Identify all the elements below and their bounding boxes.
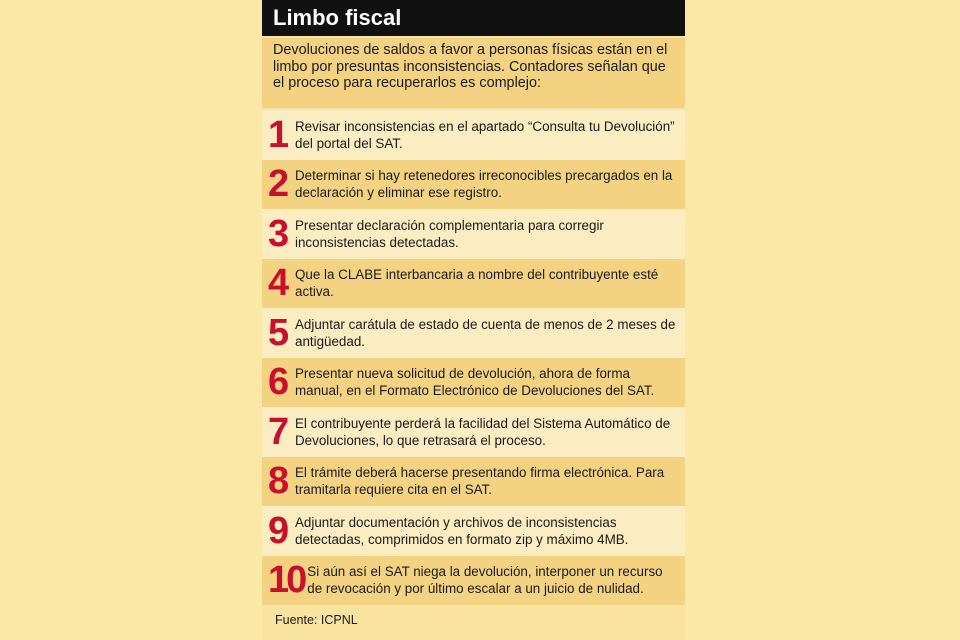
step-number: 2 xyxy=(268,163,287,206)
list-item xyxy=(262,209,685,259)
source-note: Fuente: ICPNL xyxy=(275,613,358,627)
step-text: Adjuntar documentación y archivos de inconsistencias detectadas, comprimidos en formato zip y máximo 4MB. xyxy=(295,514,629,547)
step-number: 3 xyxy=(268,212,287,255)
step-number: 5 xyxy=(268,311,287,354)
step-text: El contribuyente perderá la facilidad del Sistema Automático de Devoluciones, lo que retrasará el proceso. xyxy=(295,415,671,448)
steps-list xyxy=(262,110,685,605)
list-item xyxy=(262,308,685,358)
step-number: 6 xyxy=(268,361,287,404)
step-text: Revisar inconsistencias en el apartado “Consulta tu Devolución” del portal del SAT. xyxy=(295,118,675,151)
list-item xyxy=(262,556,685,606)
step-number: 9 xyxy=(268,509,287,552)
step-number: 1 xyxy=(268,113,287,156)
list-item xyxy=(262,160,685,210)
list-item xyxy=(262,358,685,408)
step-text: Adjuntar carátula de estado de cuenta de menos de 2 meses de antigüedad. xyxy=(295,316,676,349)
step-text: Determinar si hay retenedores irreconocibles precargados en la declaración y eliminar ese registro. xyxy=(295,168,673,201)
page-title: Limbo fiscal xyxy=(262,0,685,36)
step-number: 7 xyxy=(268,410,287,453)
step-number: 4 xyxy=(268,262,287,305)
step-text: Si aún así el SAT niega la devolución, interponer un recurso de revocación y por último escalar a un juicio de nulidad. xyxy=(307,564,663,597)
list-item xyxy=(262,110,685,160)
list-item xyxy=(262,457,685,507)
list-item xyxy=(262,407,685,457)
step-number: 8 xyxy=(268,460,287,503)
step-text: Presentar declaración complementaria para corregir inconsistencias detectadas. xyxy=(295,217,604,250)
infographic-card xyxy=(262,0,685,640)
step-number: 10 xyxy=(268,559,305,602)
list-item xyxy=(262,506,685,556)
list-item xyxy=(262,259,685,309)
step-text: Presentar nueva solicitud de devolución, ahora de forma manual, en el Formato Electrónico de Devoluciones del SAT. xyxy=(295,366,655,399)
step-text: El trámite deberá hacerse presentando firma electrónica. Para tramitarla requiere cita en el SAT. xyxy=(295,465,665,498)
intro-text: Devoluciones de saldos a favor a personas físicas están en el limbo por presuntas inconsistencias. Contadores señalan que el proceso para recuperarlos es complejo: xyxy=(262,38,685,108)
step-text: Que la CLABE interbancaria a nombre del contribuyente esté activa. xyxy=(295,267,659,300)
